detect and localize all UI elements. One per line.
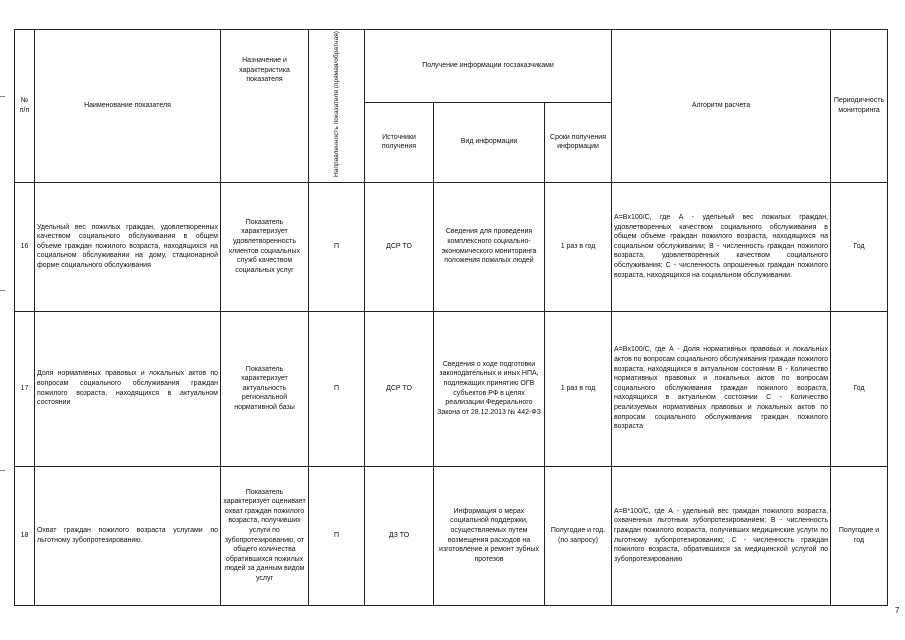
info-type: Информация о мерах социальной поддержки, осуществляемых путем возмещения расходов на изготовление и ремонт зубных протезов: [434, 466, 545, 605]
indicator-purpose: Показатель характеризует актуальность региональной нормативной базы: [221, 311, 309, 466]
header-periodicity: Периодичность мониторинга: [831, 30, 888, 183]
header-purpose: Назначение и характеристика показателя: [221, 30, 309, 183]
indicators-table: [14, 29, 888, 606]
header-info-group: Получение информации госзаказчиками: [365, 30, 612, 103]
info-source: ДСР ТО: [365, 182, 434, 311]
header-info-type: Вид информации: [434, 102, 545, 182]
header-num: № п/п: [15, 30, 35, 183]
header-sources: Источники получения: [365, 102, 434, 182]
indicator-direction: П: [309, 182, 365, 311]
info-type: Сведения о ходе подготовки законодательных и иных НПА, подлежащих принятию ОГВ субъектов РФ в целях реализации Федерального Закона от 28.12.2013 № 442-ФЗ: [434, 311, 545, 466]
info-source: ДЗ ТО: [365, 466, 434, 605]
scan-artifact: [0, 290, 5, 291]
indicator-purpose: Показатель характеризует оценивает охват граждан пожилого возраста, получивших услуги по зубопротезированию, от общего количества обратившихся пожилых людей за данным видом услуг: [221, 466, 309, 605]
indicator-name: Охват граждан пожилого возраста услугами по льготному зубопротезированию.: [35, 466, 221, 605]
row-number: 17: [15, 311, 35, 466]
indicator-purpose: Показатель характеризует удовлетворенность клиентов социальных служб качеством социальных услуг: [221, 182, 309, 311]
info-deadline: 1 раз в год: [545, 311, 612, 466]
indicator-name: Удельный вес пожилых граждан, удовлетворенных качеством социального обслуживания в общем объеме граждан пожилого возраста, находящихся на социальном обслуживании на дому, стационарной форме социального обслуживания: [35, 182, 221, 311]
page-number: 7: [895, 606, 900, 615]
info-type: Сведения для проведения комплексного социально-экономического мониторинга положения пожилых людей: [434, 182, 545, 311]
row-number: 18: [15, 466, 35, 605]
indicator-direction: П: [309, 311, 365, 466]
row-number: 16: [15, 182, 35, 311]
header-name: Наименование показателя: [35, 30, 221, 183]
table-row: [15, 182, 888, 311]
indicator-name: Доля нормативных правовых и локальных актов по вопросам социального обслуживания граждан пожилого возраста, находящихся в актуальном состоянии: [35, 311, 221, 466]
info-deadline: Полугодие и год. (по запросу): [545, 466, 612, 605]
table-row: [15, 466, 888, 605]
info-source: ДСР ТО: [365, 311, 434, 466]
header-direction: [309, 30, 365, 183]
scan-artifact: [0, 470, 5, 471]
calculation-algorithm: A=Bx100/C, где А - Доля нормативных правовых и локальных актов по вопросам социального обслуживания граждан пожилого возраста, находящихся в актуальном состоянии В - Количество нормативных правовых и локальных актов по вопросам социального обслуживания граждан пожилого возраста, находящихся в актуальном состоянии С - Количество реализуемых нормативных правовых и локальных актов по вопросам социального обслуживания граждан пожилого возраста: [612, 311, 831, 466]
header-algorithm: Алгоритм расчета: [612, 30, 831, 183]
monitoring-periodicity: Год: [831, 182, 888, 311]
header-deadline: Сроки получения информации: [545, 102, 612, 182]
calculation-algorithm: A=Bx100/C, где А - удельный вес пожилых граждан, удовлетворенных качеством социального обслуживания в общем объеме граждан пожилого возраста, находящихся на социальном обслуживании; В - численность граждан пожилого возраста, удовлетворенных качеством социального обслуживания; С - численность опрошенных граждан пожилого возраста, находящихся на социальном обслуживании.: [612, 182, 831, 311]
scan-artifact: [0, 96, 5, 97]
monitoring-periodicity: Полугодие и год: [831, 466, 888, 605]
calculation-algorithm: A=B*100/C, где А - удельный вес граждан пожилого возраста, охваченных льготным зубопротезированием; В - численность граждан пожилого возраста, получивших медицинские услуги по льготному зубопротезированию; С - численность граждан пожилого возраста, обратившихся за медицинской услугой по зубопротезированию: [612, 466, 831, 605]
info-deadline: 1 раз в год: [545, 182, 612, 311]
header-direction-text: Направленность показателя (прямая/обратная): [332, 31, 340, 178]
table-row: [15, 311, 888, 466]
indicator-direction: П: [309, 466, 365, 605]
monitoring-periodicity: Год: [831, 311, 888, 466]
